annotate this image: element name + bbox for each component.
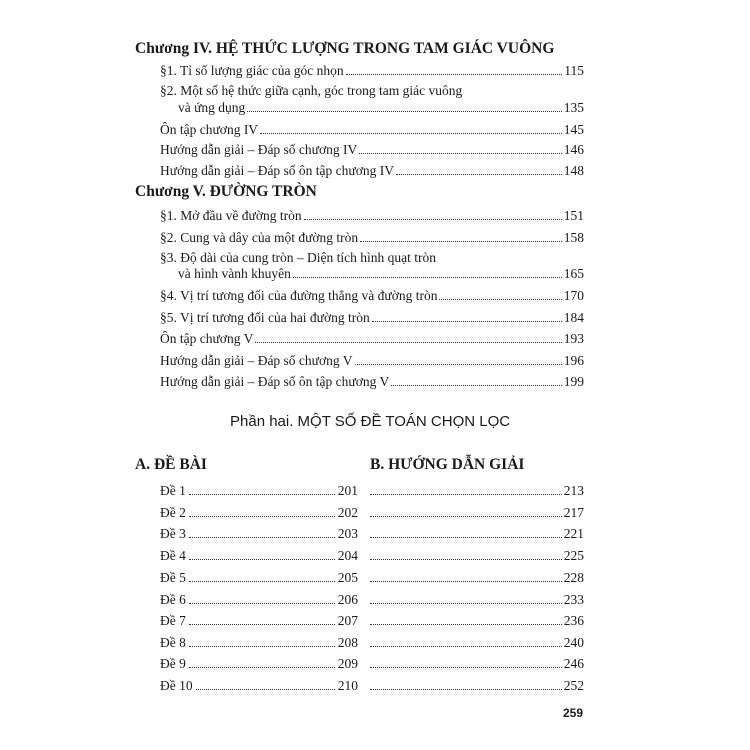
exam-entry[interactable] — [160, 653, 358, 671]
toc-entry[interactable] — [178, 263, 584, 281]
toc-entry[interactable] — [160, 119, 584, 137]
answer-page: 233 — [563, 592, 584, 607]
dot-leader — [370, 603, 562, 604]
dot-leader — [189, 603, 335, 604]
exam-entry[interactable] — [160, 523, 358, 541]
dot-leader — [260, 133, 562, 134]
toc-entry[interactable] — [178, 97, 584, 115]
answer-page: 236 — [563, 613, 584, 628]
toc-entry-title-line2: và hình vành khuyên — [178, 266, 291, 281]
dot-leader — [355, 364, 562, 365]
dot-leader — [346, 74, 563, 75]
answer-entry[interactable] — [370, 610, 584, 628]
exam-page: 205 — [337, 570, 358, 585]
section-a-title: A. ĐỀ BÀI — [135, 456, 207, 473]
toc-entry-page: 199 — [563, 374, 584, 389]
answer-page: 252 — [563, 678, 584, 693]
dot-leader — [370, 494, 562, 495]
toc-entry-title: Hướng dẫn giải – Đáp số chương IV — [160, 142, 358, 157]
toc-entry-title: Ôn tập chương IV — [160, 122, 259, 137]
answer-entry[interactable] — [370, 523, 584, 541]
toc-entry-page: 196 — [563, 353, 584, 368]
toc-entry-title-line1: §2. Một số hệ thức giữa cạnh, góc trong tam giác vuông — [160, 83, 463, 98]
toc-entry-page: 184 — [563, 310, 584, 325]
dot-leader — [370, 667, 562, 668]
toc-entry[interactable] — [160, 285, 584, 303]
toc-entry-page: 135 — [563, 100, 584, 115]
dot-leader — [396, 174, 562, 175]
answer-entry[interactable] — [370, 480, 584, 498]
exam-label: Đề 9 — [160, 656, 186, 671]
dot-leader — [189, 581, 335, 582]
toc-entry[interactable] — [160, 139, 584, 157]
exam-entry[interactable] — [160, 480, 358, 498]
exam-entry[interactable] — [160, 545, 358, 563]
answer-entry[interactable] — [370, 632, 584, 650]
toc-entry[interactable] — [160, 307, 584, 325]
toc-entry-page: 158 — [563, 230, 584, 245]
toc-entry-title: §1. Tỉ số lượng giác của góc nhọn — [160, 63, 344, 78]
answer-page: 217 — [563, 505, 584, 520]
exam-label: Đề 2 — [160, 505, 186, 520]
dot-leader — [439, 299, 561, 300]
answer-entry[interactable] — [370, 589, 584, 607]
dot-leader — [370, 559, 562, 560]
toc-entry-title: Hướng dẫn giải – Đáp số ôn tập chương V — [160, 374, 390, 389]
exam-entry[interactable] — [160, 567, 358, 585]
toc-entry-title: §5. Vị trí tương đối của hai đường tròn — [160, 310, 370, 325]
toc-entry-title: §1. Mở đầu về đường tròn — [160, 208, 302, 223]
exam-page: 208 — [337, 635, 358, 650]
dot-leader — [196, 689, 335, 690]
exam-entry[interactable] — [160, 610, 358, 628]
toc-entry-title: Ôn tập chương V — [160, 331, 254, 346]
page-number: 259 — [563, 706, 584, 720]
dot-leader — [370, 646, 562, 647]
exam-label: Đề 10 — [160, 678, 193, 693]
exam-entry[interactable] — [160, 589, 358, 607]
dot-leader — [372, 321, 562, 322]
answer-page: 213 — [563, 483, 584, 498]
chapter-5-title: Chương V. ĐƯỜNG TRÒN — [135, 183, 317, 200]
dot-leader — [189, 559, 335, 560]
exam-page: 206 — [337, 592, 358, 607]
exam-label: Đề 3 — [160, 526, 186, 541]
exam-entry[interactable] — [160, 675, 358, 693]
toc-entry-title: §2. Cung và dây của một đường tròn — [160, 230, 359, 245]
dot-leader — [189, 646, 335, 647]
exam-page: 209 — [337, 656, 358, 671]
dot-leader — [391, 385, 561, 386]
exam-entry[interactable] — [160, 632, 358, 650]
exam-label: Đề 7 — [160, 613, 186, 628]
toc-entry-title-line2: và ứng dụng — [178, 100, 246, 115]
toc-entry-title: Hướng dẫn giải – Đáp số ôn tập chương IV — [160, 163, 394, 178]
answer-page: 225 — [563, 548, 584, 563]
dot-leader — [370, 581, 562, 582]
exam-entry[interactable] — [160, 502, 358, 520]
toc-entry-page: 151 — [563, 208, 584, 223]
toc-entry-page: 148 — [563, 163, 584, 178]
dot-leader — [189, 537, 335, 538]
dot-leader — [189, 624, 335, 625]
exam-page: 207 — [337, 613, 358, 628]
toc-entry-page: 145 — [563, 122, 584, 137]
dot-leader — [255, 342, 561, 343]
toc-entry-page: 165 — [563, 266, 584, 281]
toc-entry[interactable] — [160, 328, 584, 346]
part-2-title: Phần hai. MỘT SỐ ĐỀ TOÁN CHỌN LỌC — [230, 413, 511, 430]
exam-page: 202 — [337, 505, 358, 520]
section-b-title: B. HƯỚNG DẪN GIẢI — [370, 456, 525, 473]
answer-entry[interactable] — [370, 502, 584, 520]
dot-leader — [370, 537, 562, 538]
answer-page: 246 — [563, 656, 584, 671]
dot-leader — [370, 624, 562, 625]
answer-page: 221 — [563, 526, 584, 541]
exam-page: 201 — [337, 483, 358, 498]
dot-leader — [293, 277, 562, 278]
chapter-4-title: Chương IV. HỆ THỨC LƯỢNG TRONG TAM GIÁC VUÔNG — [135, 40, 555, 57]
exam-label: Đề 1 — [160, 483, 186, 498]
toc-entry[interactable] — [160, 205, 584, 223]
dot-leader — [189, 667, 335, 668]
toc-entry[interactable] — [160, 350, 584, 368]
toc-entry-page: 115 — [564, 63, 584, 78]
dot-leader — [370, 516, 562, 517]
answer-entry[interactable] — [370, 567, 584, 585]
toc-entry-page: 193 — [563, 331, 584, 346]
exam-label: Đề 8 — [160, 635, 186, 650]
exam-page: 203 — [337, 526, 358, 541]
toc-entry[interactable] — [160, 227, 584, 245]
exam-label: Đề 4 — [160, 548, 186, 563]
exam-label: Đề 5 — [160, 570, 186, 585]
answer-entry[interactable] — [370, 675, 584, 693]
toc-entry[interactable] — [160, 160, 584, 178]
dot-leader — [189, 516, 335, 517]
exam-page: 210 — [337, 678, 358, 693]
answer-page: 240 — [563, 635, 584, 650]
exam-label: Đề 6 — [160, 592, 186, 607]
toc-entry[interactable] — [160, 371, 584, 389]
toc-entry-title: §4. Vị trí tương đối của đường thẳng và đường tròn — [160, 288, 438, 303]
dot-leader — [304, 219, 562, 220]
dot-leader — [360, 241, 562, 242]
answer-entry[interactable] — [370, 653, 584, 671]
answer-page: 228 — [563, 570, 584, 585]
dot-leader — [370, 689, 562, 690]
toc-entry-page: 170 — [563, 288, 584, 303]
exam-page: 204 — [337, 548, 358, 563]
dot-leader — [247, 111, 561, 112]
answer-entry[interactable] — [370, 545, 584, 563]
toc-entry[interactable] — [160, 60, 584, 78]
toc-entry-page: 146 — [563, 142, 584, 157]
toc-entry-title-line1: §3. Độ dài của cung tròn – Diện tích hình quạt tròn — [160, 250, 436, 265]
toc-entry-title: Hướng dẫn giải – Đáp số chương V — [160, 353, 353, 368]
dot-leader — [189, 494, 335, 495]
dot-leader — [359, 153, 561, 154]
